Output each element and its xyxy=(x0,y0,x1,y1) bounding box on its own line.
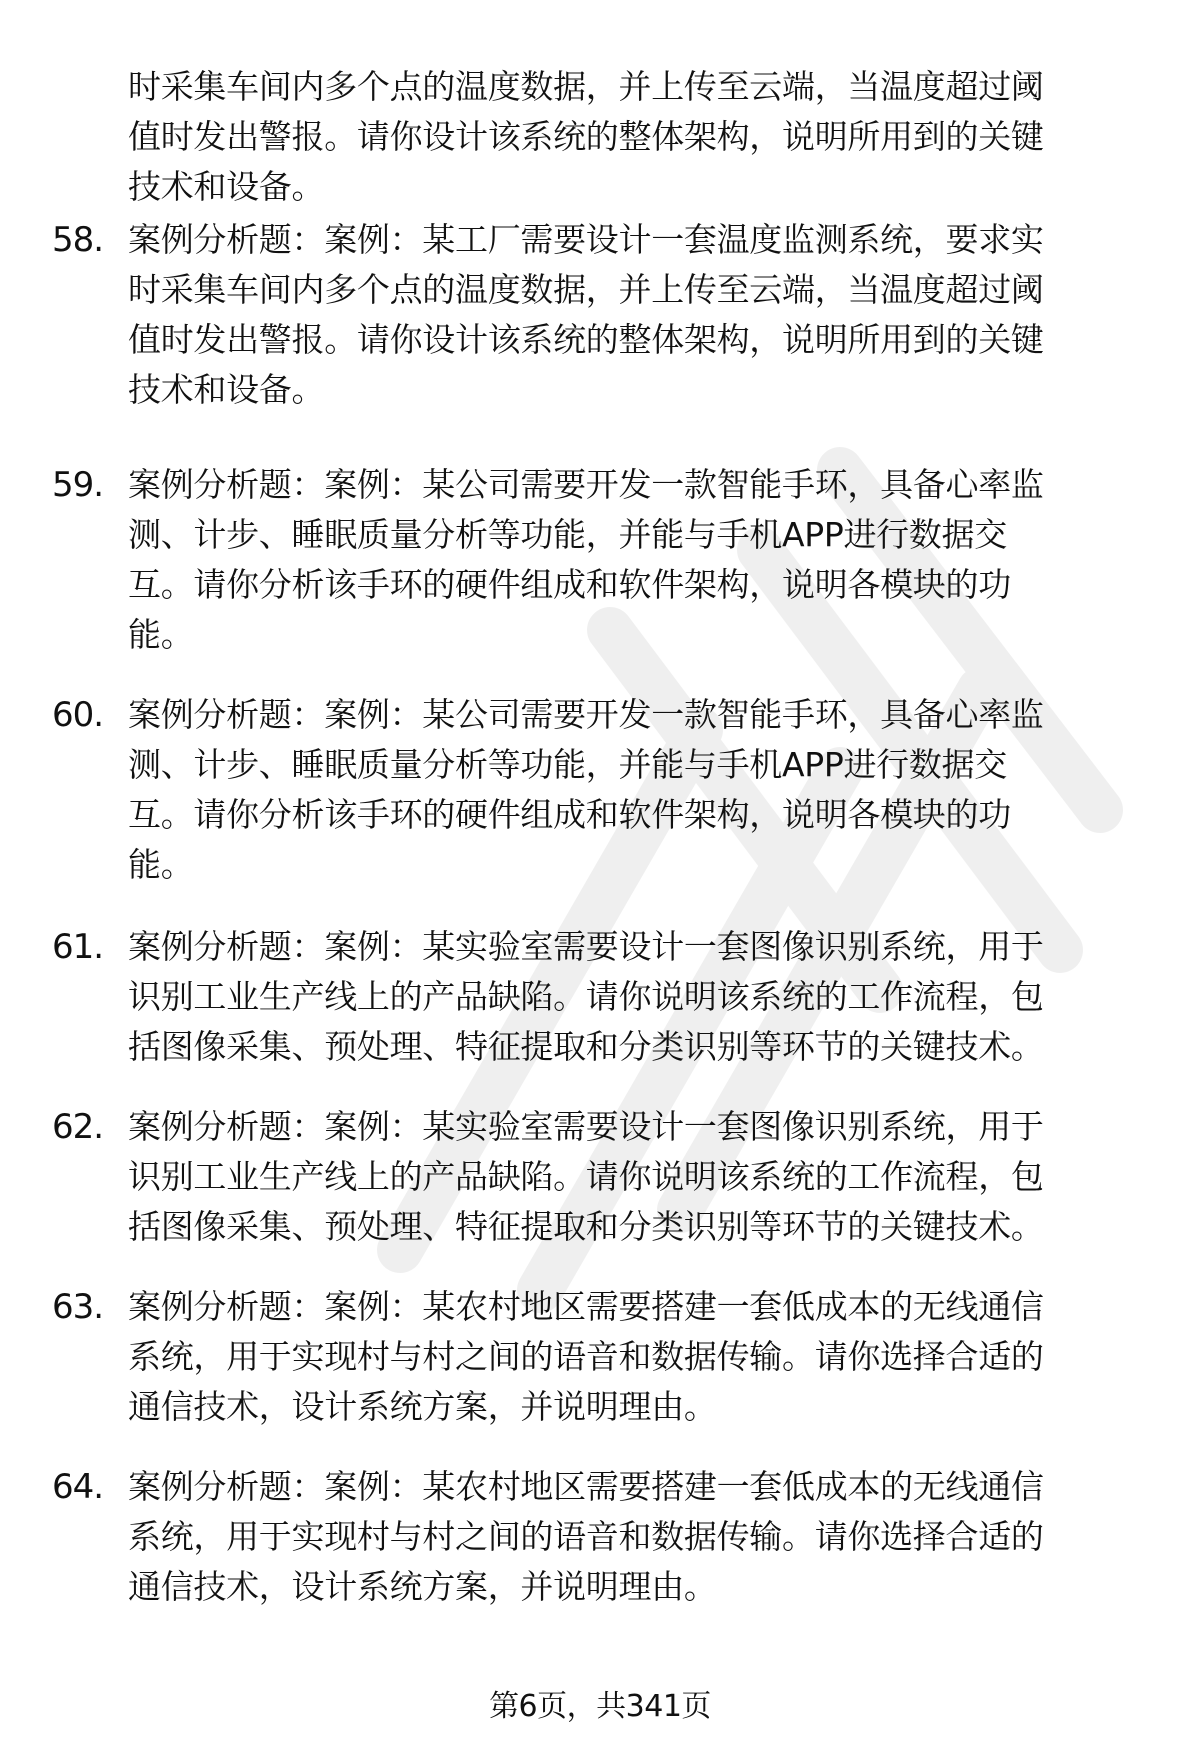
text-line: 时采集车间内多个点的温度数据，并上传至云端，当温度超过阈 xyxy=(128,67,1044,106)
text-line: 识别工业生产线上的产品缺陷。请你说明该系统的工作流程，包 xyxy=(128,977,1044,1016)
text-line: 值时发出警报。请你设计该系统的整体架构，说明所用到的关键 xyxy=(128,320,1044,359)
text-line: 括图像采集、预处理、特征提取和分类识别等环节的关键技术。 xyxy=(128,1207,1044,1246)
text-line: 测、计步、睡眠质量分析等功能，并能与手机APP进行数据交 xyxy=(128,515,1007,554)
question-number: 60. xyxy=(52,695,104,735)
text-line: 时采集车间内多个点的温度数据，并上传至云端，当温度超过阈 xyxy=(128,270,1044,309)
text-line: 案例分析题：案例：某公司需要开发一款智能手环，具备心率监 xyxy=(128,465,1044,504)
text-line: 通信技术，设计系统方案，并说明理由。 xyxy=(128,1567,717,1606)
text-line: 能。 xyxy=(128,845,194,884)
text-line: 括图像采集、预处理、特征提取和分类识别等环节的关键技术。 xyxy=(128,1027,1044,1066)
question-number: 61. xyxy=(52,927,104,967)
text-line: 案例分析题：案例：某实验室需要设计一套图像识别系统，用于 xyxy=(128,1107,1044,1146)
text-line: 案例分析题：案例：某农村地区需要搭建一套低成本的无线通信 xyxy=(128,1287,1044,1326)
question-text xyxy=(128,1102,1140,1252)
question-number: 62. xyxy=(52,1107,104,1147)
text-line: 技术和设备。 xyxy=(128,370,325,409)
text-line: 测、计步、睡眠质量分析等功能，并能与手机APP进行数据交 xyxy=(128,745,1007,784)
text-line: 案例分析题：案例：某公司需要开发一款智能手环，具备心率监 xyxy=(128,695,1044,734)
text-line: 互。请你分析该手环的硬件组成和软件架构，说明各模块的功 xyxy=(128,795,1011,834)
text-line: 通信技术，设计系统方案，并说明理由。 xyxy=(128,1387,717,1426)
text-line: 系统，用于实现村与村之间的语音和数据传输。请你选择合适的 xyxy=(128,1517,1044,1556)
question-number: 58. xyxy=(52,220,104,260)
text-line: 技术和设备。 xyxy=(128,167,325,206)
text-line: 值时发出警报。请你设计该系统的整体架构，说明所用到的关键 xyxy=(128,117,1044,156)
question-number: 64. xyxy=(52,1467,104,1507)
question-number: 59. xyxy=(52,465,104,505)
text-line: 识别工业生产线上的产品缺陷。请你说明该系统的工作流程，包 xyxy=(128,1157,1044,1196)
text-line: 案例分析题：案例：某农村地区需要搭建一套低成本的无线通信 xyxy=(128,1467,1044,1506)
question-text xyxy=(128,460,1140,660)
question-text xyxy=(128,62,1140,212)
text-line: 案例分析题：案例：某工厂需要设计一套温度监测系统，要求实 xyxy=(128,220,1044,259)
page-indicator: 第6页，共341页 xyxy=(489,1689,711,1724)
question-text xyxy=(128,215,1140,415)
question-text xyxy=(128,1282,1140,1432)
question-text xyxy=(128,922,1140,1072)
text-line: 互。请你分析该手环的硬件组成和软件架构，说明各模块的功 xyxy=(128,565,1011,604)
text-line: 系统，用于实现村与村之间的语音和数据传输。请你选择合适的 xyxy=(128,1337,1044,1376)
question-number: 63. xyxy=(52,1287,104,1327)
question-text xyxy=(128,1462,1140,1612)
text-line: 案例分析题：案例：某实验室需要设计一套图像识别系统，用于 xyxy=(128,927,1044,966)
question-text xyxy=(128,690,1140,890)
text-line: 能。 xyxy=(128,615,194,654)
